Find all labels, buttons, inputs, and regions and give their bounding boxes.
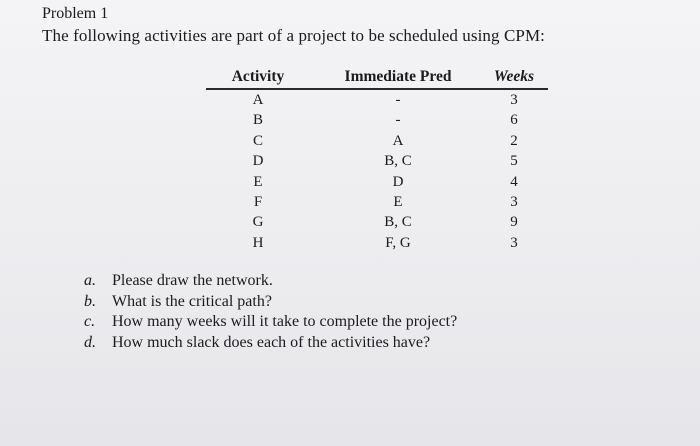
question-letter: a. <box>84 272 96 289</box>
cell-weeks: 9 <box>510 214 518 231</box>
cell-pred: F, G <box>385 234 411 251</box>
table-body <box>206 91 548 254</box>
question-item <box>84 292 644 313</box>
question-item <box>84 271 644 292</box>
cell-pred: D <box>392 173 404 190</box>
question-letter: d. <box>84 333 96 351</box>
activity-table <box>206 64 548 251</box>
question-item <box>84 333 644 354</box>
table-header <box>206 64 548 88</box>
problem-title: Problem 1 <box>42 5 109 22</box>
question-letter: c. <box>84 313 96 330</box>
cell-weeks: 3 <box>510 193 518 210</box>
cell-activity: A <box>252 92 264 108</box>
question-text: How many weeks will it take to complete the project? <box>112 313 458 330</box>
question-list <box>84 271 644 353</box>
cell-activity: F <box>253 193 263 210</box>
cell-activity: B <box>252 112 264 129</box>
question-text: How much slack does each of the activities have? <box>112 333 431 351</box>
cell-activity: D <box>252 153 264 170</box>
header-activity: Activity <box>231 68 285 85</box>
cell-activity: E <box>253 173 263 190</box>
cell-weeks: 6 <box>510 112 518 129</box>
question-item <box>84 312 644 333</box>
cell-weeks: 4 <box>510 173 518 190</box>
table-row <box>206 132 548 152</box>
cell-weeks: 3 <box>510 92 518 108</box>
table-row <box>206 213 548 233</box>
question-text: What is the critical path? <box>112 292 272 310</box>
cell-weeks: 3 <box>510 234 518 251</box>
intro-text: The following activities are part of a project to be scheduled using CPM: <box>42 26 546 45</box>
table-row <box>206 91 548 111</box>
table-row <box>206 193 548 213</box>
cell-pred: A <box>392 132 404 149</box>
cell-activity: C <box>252 132 264 149</box>
cell-weeks: 2 <box>510 132 518 149</box>
header-rule <box>206 88 548 90</box>
table-row <box>206 173 548 193</box>
cell-pred: B, C <box>384 153 412 170</box>
header-weeks: Weeks <box>493 68 535 85</box>
cell-activity: H <box>252 234 264 251</box>
cell-weeks: 5 <box>510 153 518 170</box>
question-text: Please draw the network. <box>112 272 273 289</box>
cell-pred: B, C <box>384 214 412 231</box>
cell-pred: - <box>395 92 401 108</box>
table-row <box>206 111 548 131</box>
header-immediate-pred: Immediate Pred <box>344 68 452 85</box>
cell-activity: G <box>252 214 264 231</box>
cell-pred: - <box>395 112 401 129</box>
table-row <box>206 234 548 254</box>
cell-pred: E <box>393 193 403 210</box>
table-row <box>206 152 548 172</box>
question-letter: b. <box>84 292 96 310</box>
